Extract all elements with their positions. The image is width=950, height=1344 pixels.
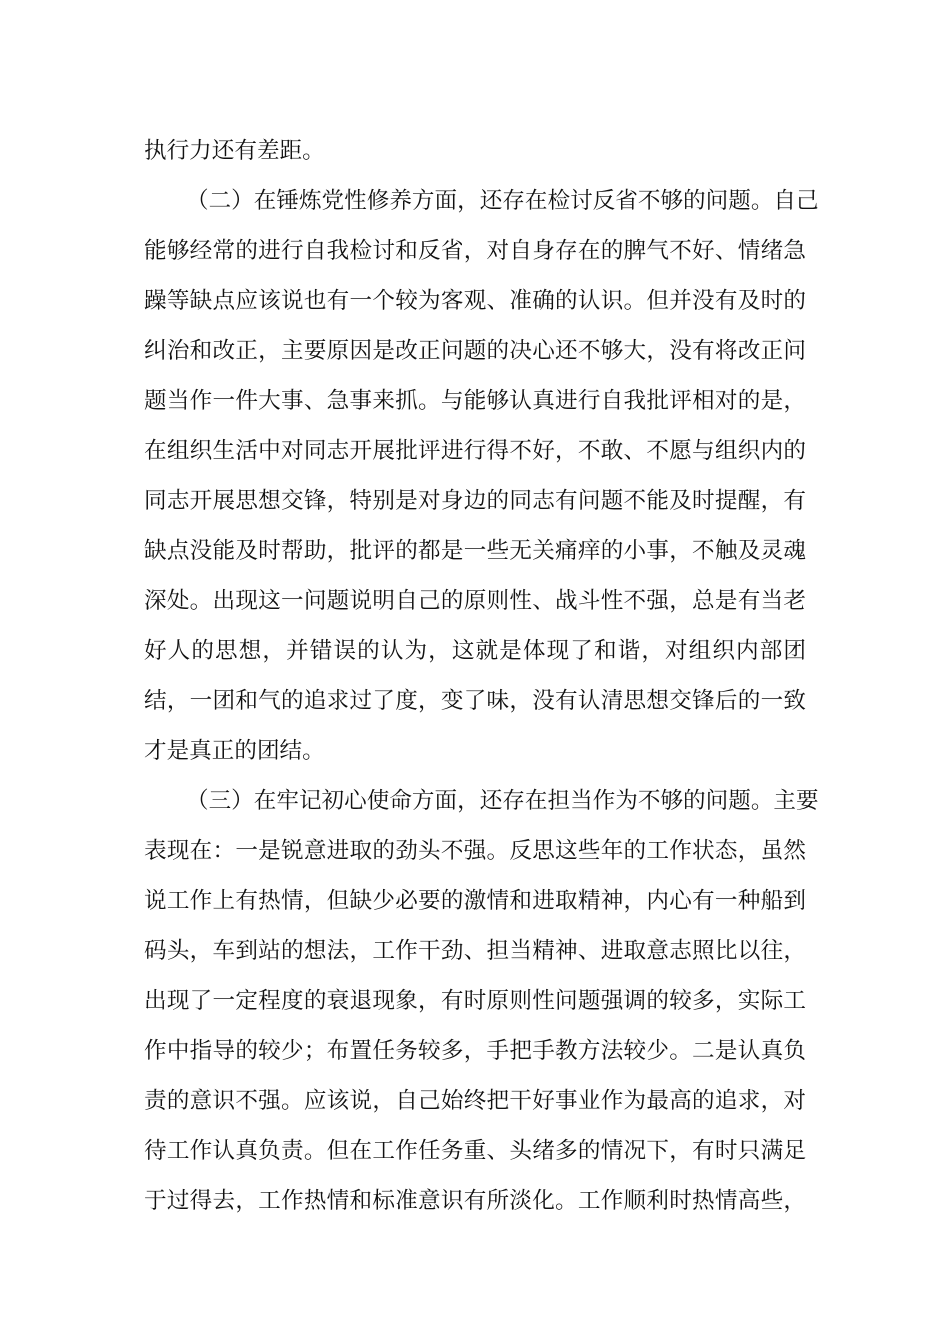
text-line: 责的意识不强。应该说，自己始终把干好事业作为最高的追求，对 bbox=[144, 1088, 806, 1114]
text-line: 才是真正的团结。 bbox=[144, 738, 325, 764]
text-line: 深处。出现这一问题说明自己的原则性、战斗性不强，总是有当老 bbox=[144, 588, 806, 614]
text-line: 缺点没能及时帮助，批评的都是一些无关痛痒的小事，不触及灵魂 bbox=[144, 538, 806, 564]
section-heading-line: （三）在牢记初心使命方面，还存在担当作为不够的问题。主要 bbox=[186, 788, 819, 814]
text-line: 说工作上有热情，但缺少必要的激情和进取精神，内心有一种船到 bbox=[144, 888, 806, 914]
text-line: 码头，车到站的想法，工作干劲、担当精神、进取意志照比以往， bbox=[144, 938, 806, 964]
section-heading-line: （二）在锤炼党性修养方面，还存在检讨反省不够的问题。自己 bbox=[186, 188, 819, 214]
text-line: 躁等缺点应该说也有一个较为客观、准确的认识。但并没有及时的 bbox=[144, 288, 806, 314]
text-line: 执行力还有差距。 bbox=[144, 138, 325, 164]
text-line: 于过得去，工作热情和标准意识有所淡化。工作顺利时热情高些， bbox=[144, 1188, 806, 1214]
text-line: 同志开展思想交锋，特别是对身边的同志有问题不能及时提醒，有 bbox=[144, 488, 806, 514]
text-line: 好人的思想，并错误的认为，这就是体现了和谐，对组织内部团 bbox=[144, 638, 806, 664]
text-line: 能够经常的进行自我检讨和反省，对自身存在的脾气不好、情绪急 bbox=[144, 238, 806, 264]
text-line: 题当作一件大事、急事来抓。与能够认真进行自我批评相对的是， bbox=[144, 388, 806, 414]
text-line: 表现在：一是锐意进取的劲头不强。反思这些年的工作状态，虽然 bbox=[144, 838, 806, 864]
text-line: 在组织生活中对同志开展批评进行得不好，不敢、不愿与组织内的 bbox=[144, 438, 806, 464]
text-line: 作中指导的较少；布置任务较多，手把手教方法较少。二是认真负 bbox=[144, 1038, 806, 1064]
text-line: 出现了一定程度的衰退现象，有时原则性问题强调的较多，实际工 bbox=[144, 988, 806, 1014]
text-line: 纠治和改正，主要原因是改正问题的决心还不够大，没有将改正问 bbox=[144, 338, 806, 364]
text-line: 待工作认真负责。但在工作任务重、头绪多的情况下，有时只满足 bbox=[144, 1138, 806, 1164]
text-line: 结，一团和气的追求过了度，变了味，没有认清思想交锋后的一致 bbox=[144, 688, 806, 714]
